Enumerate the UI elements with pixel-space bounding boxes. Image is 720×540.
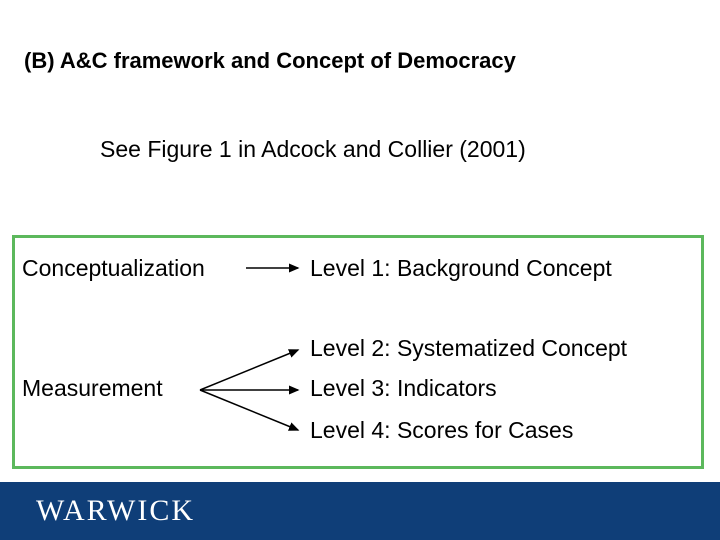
level-4-label: Level 4: Scores for Cases	[310, 417, 574, 443]
warwick-logo: WARWICK	[36, 494, 195, 527]
level-3-label: Level 3: Indicators	[310, 375, 497, 401]
level-2-label: Level 2: Systematized Concept	[310, 335, 628, 361]
conceptualization-label: Conceptualization	[22, 255, 205, 281]
measurement-label: Measurement	[22, 375, 163, 401]
level-1-label: Level 1: Background Concept	[310, 255, 612, 281]
slide-title: (B) A&C framework and Concept of Democracy	[24, 48, 516, 73]
arrow-measurement-level4	[200, 390, 298, 430]
arrow-measurement-level2	[200, 350, 298, 390]
figure-reference: See Figure 1 in Adcock and Collier (2001)	[100, 136, 526, 162]
